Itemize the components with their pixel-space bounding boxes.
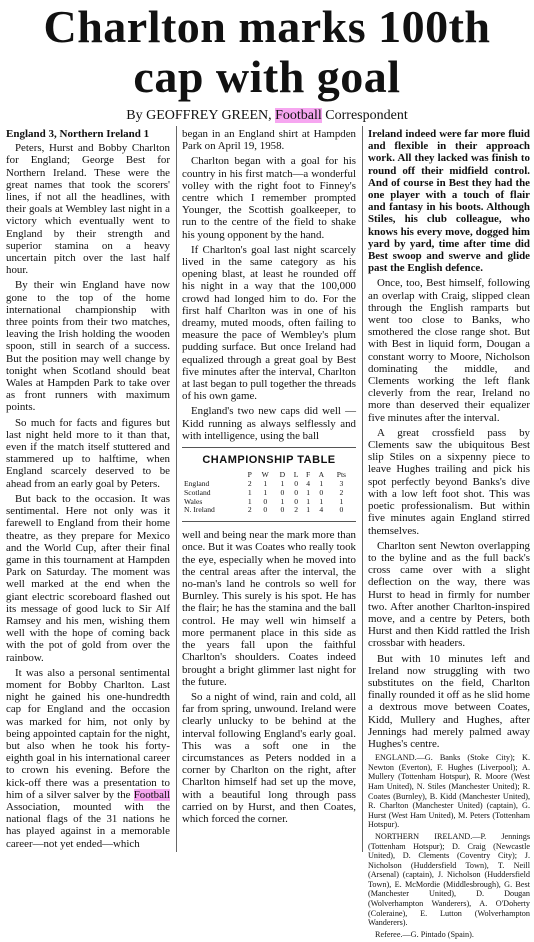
table-header: D	[279, 470, 286, 480]
paragraph: well and being near the mark more than once. But it was Coates who really took the eye, especially when he moved into the central areas after the interval, the no-man's land he controls so well for Burnley. This surely is his spot. He has the flair; he has the stamina and the ball control. He may well win himself a more permanent place in this side as the years fall upon the faithful Charlton's shoulders. Coates indeed brought a bright glimmer last night for the future.	[182, 529, 356, 688]
paragraph: So a night of wind, rain and cold, all far from spring, unwound. Ireland were clearly unlucky to be behind at the interval following England's early goal. This was a soft one in the circumstances as Peters nodded in a corner by Charlton on the right, after Charlton himself had set up the move, with a beautiful long through pass carried on by Hurst, and then Coates, which forced the corner.	[182, 690, 356, 825]
table-cell: 1	[306, 505, 311, 515]
table-cell: 1	[319, 496, 324, 506]
table-header-row	[184, 471, 354, 480]
table-cell: N. Ireland	[184, 505, 215, 515]
paragraph: But back to the occasion. It was sentimental. Here not only was it farewell to England from their home theatre, as they prepare for Mexico and the World Cup, after their final game in this tournament at Hampden Park on Saturday. The moment was well marked at the end when the giant electric scoreboard flashed out its message of good luck to Sir Alf Ramsey and his men, wishing them well with the hope of coming back with the pot of gold from over the rainbow.	[6, 492, 170, 664]
table-cell: 0	[294, 496, 298, 506]
paragraph: By their win England have now gone to the top of the home international championship with three points from their two matches, leaving the Irish holding the wooden spoon, still in search of a success. But the position may well change by tonight when Scotland should beat Wales at Hampden Park to take over as front runners with maximum points.	[6, 279, 170, 414]
table-cell: 4	[306, 479, 311, 489]
table-cell: 0	[319, 487, 324, 497]
paragraph: Peters, Hurst and Bobby Charlton for England; George Best for Northern Ireland. These were the great names that took the scorers' lines, if not all the headlines, with their goals at Wembley last night in a victory which eventually went to England by their strength and superior stamina on a heavy uncertain pitch over the last half hour.	[6, 142, 170, 277]
table-cell: 1	[263, 479, 268, 489]
table-cell: 0	[280, 487, 285, 497]
paragraph: Charlton sent Newton overlapping to the byline and as the full back's cross came over with a slight deflection on the way, there was Hurst to head in firmly for number two. After another Charlton-inspired move, and a centre by Peters, both Hurst and then Kidd rattled the Irish crossbar with headers.	[368, 539, 530, 650]
table-cell: Wales	[184, 496, 203, 506]
table-header: Pts	[336, 470, 347, 480]
paragraph: If Charlton's goal last night scarcely lived in the same category as his opening blast, at least he rounded off his night in a way that the 100,000 crowd had longed him to do. For the first half Charlton was in one of his dreamy, muted moods, often failing to measure the pace of Wembley's plum pudding surface. But once Ireland had equalized through a great goal by Best five minutes after the interval, Charlton at last began to pull together the threads of his own game.	[182, 243, 356, 403]
table-cell: 1	[280, 479, 285, 489]
article-column-2	[182, 128, 356, 828]
standings-table	[184, 471, 354, 515]
article-column-3	[368, 128, 530, 942]
team-lineup-england: ENGLAND.—G. Banks (Stoke City); K. Newton (Everton), F. Hughes (Liverpool); A. Mullery (Tottenham Hotspur), R. Moore (West Ham United), N. Stiles (Manchester United); R. Coates (Burnley), B. Kidd (Manchester United), R. Charlton (Manchester United) (captain), G. Hurst (West Ham United), M. Peters (Tottenham Hotspur).	[368, 753, 530, 830]
referee-line: Referee.—G. Pintado (Spain).	[375, 929, 474, 939]
table-cell: 1	[319, 479, 324, 489]
paragraph: Charlton began with a goal for his country in his first match—a wonderful volley with the right foot to Finney's centre which I remember prompted Younger, the Scottish goalkeeper, to run to the centre of the field to shake his young opponent by the hand.	[182, 155, 356, 241]
highlight-text: Football	[133, 788, 170, 801]
byline-suffix: Correspondent	[321, 108, 408, 123]
paragraph-bold: Ireland indeed were far more fluid and flexible in their approach work. All they lacked was finish to round off their midfield control. And of course in Best they had the one player with a touch of flair and fantasy in his boots. Although Stiles, his club colleague, who knows his every move, dogged him yard by yard, time after time did Best swoop and swerve and glide past the English defence.	[368, 128, 530, 275]
table-cell: 0	[263, 496, 268, 506]
championship-table	[182, 447, 356, 522]
table-cell: 0	[339, 505, 344, 515]
column-divider-1	[176, 126, 177, 852]
byline-highlight: Football	[275, 108, 322, 123]
paragraph: A great crossfield pass by Clements saw the ubiquitous Best slip Stiles on a sixpenny piece to leave Hughes trailing and pick his spot perfectly beyond Banks's dive with a low left foot shot. This was poetic professionalism. But within five minutes again England stirred themselves.	[368, 426, 530, 537]
table-header: F	[306, 470, 311, 480]
table-cell: 0	[263, 505, 268, 515]
table-cell: 0	[294, 479, 298, 489]
table-cell: 2	[294, 505, 298, 515]
table-cell: 1	[247, 487, 252, 497]
headline-line-1: Charlton marks 100th	[43, 1, 491, 52]
table-row	[184, 489, 354, 498]
headline	[0, 0, 534, 102]
table-cell: 1	[339, 496, 344, 506]
team-lineup-northern-ireland: NORTHERN IRELAND.—P. Jennings (Tottenham Hotspur); D. Craig (Newcastle United), D. Clements (Coventry City); J. Nicholson (Huddersfield Town), T. Neill (Arsenal) (captain), J. Nicholson (Huddersfield Town), E. McMordie (Middlesbrough), G. Best (Manchester United), D. Dougan (Wolverhampton Wanderers), A. O'Doherty (Coleraine), E. Lutton (Wolverhampton Wanderers).	[368, 831, 530, 928]
paragraph: Once, too, Best himself, following an overlap with Craig, slipped clean through the English ramparts but went too close to Banks, who smothered the close range shot. But with Best in liquid form, Dougan a constant worry to Moore, Nicholson dominating the middle, and Clements working the left flank cleverly from the rear, Ireland no more than deserved their equalizer five minutes after the interval.	[368, 277, 530, 424]
table-cell: 1	[306, 496, 311, 506]
table-cell: 1	[280, 496, 285, 506]
table-header: L	[293, 470, 299, 480]
column-divider-2	[362, 126, 363, 852]
table-header: A	[318, 470, 325, 480]
table-cell: 1	[306, 487, 311, 497]
article-column-1	[6, 128, 170, 853]
headline-line-2: cap with goal	[133, 51, 401, 102]
table-cell: 0	[280, 505, 285, 515]
table-cell: 4	[319, 505, 324, 515]
table-cell: 2	[247, 505, 252, 515]
paragraph: So much for facts and figures but last night held more to it than that, even if the match itself stuttered and stammered up to halftime, when England scarcely deserved to be ahead from an early goal by Peters.	[6, 416, 170, 490]
table-cell: 1	[263, 487, 268, 497]
table-header: W	[261, 470, 269, 480]
table-cell: 2	[339, 487, 344, 497]
paragraph: began in an England shirt at Hampden Park on April 19, 1958.	[182, 128, 356, 153]
paragraph: England's two new caps did well — Kidd running as always selflessly and with intelligence, using the ball	[182, 405, 356, 442]
paragraph: But with 10 minutes left and Ireland now struggling with two substitutes on the field, Charlton finally rounded it off as he slid home a dextrous move between Coates, Kidd, Mullery and Hughes, after Jennings had merely palmed away Hughes's centre.	[368, 652, 530, 750]
paragraph-text: Association, mounted with the national flags of the 31 nations he has played against in a memorable career—not yet ended—which	[6, 800, 170, 850]
table-cell: 0	[294, 487, 298, 497]
paragraph-text: It was also a personal sentimental moment for Bobby Charlton. Last night he gained his one-hundredth cap for England and the occasion was marked for him, not only by being appointed captain for the night, but also when he took his forty-eighth goal in his international career to crown his evening. Before the kick-off there was a presentation to him of a silver salver by the	[6, 666, 170, 801]
subheading: England 3, Northern Ireland 1	[6, 128, 150, 140]
table-cell: 2	[247, 479, 252, 489]
table-cell: Scotland	[184, 487, 211, 497]
table-cell: 3	[339, 479, 344, 489]
byline-prefix: By GEOFFREY GREEN,	[126, 108, 276, 123]
championship-table-title: CHAMPIONSHIP TABLE	[202, 454, 336, 467]
table-cell: England	[184, 479, 210, 489]
table-row	[184, 506, 354, 515]
paragraph	[6, 667, 170, 850]
table-header: P	[247, 470, 252, 480]
table-cell: 1	[247, 496, 252, 506]
byline	[0, 108, 534, 124]
